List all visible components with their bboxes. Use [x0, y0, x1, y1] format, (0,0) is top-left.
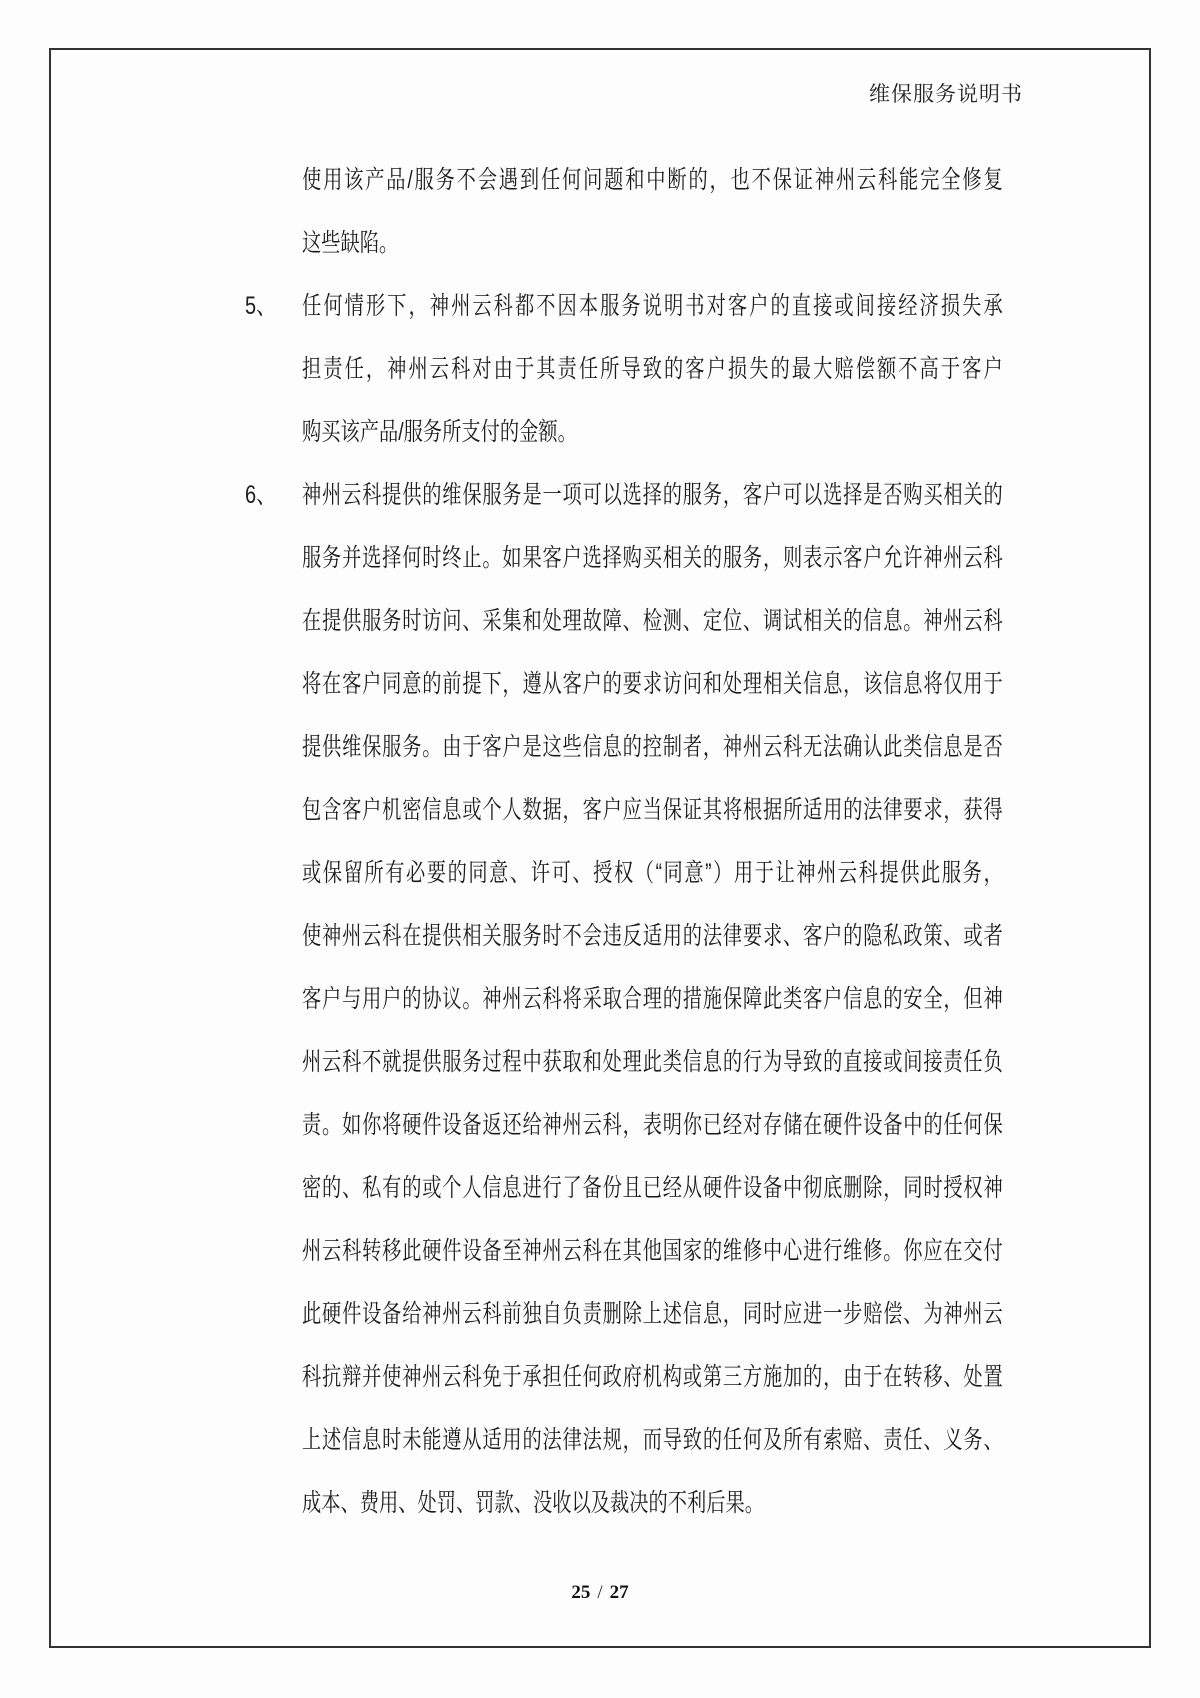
text-line: 成本、费用、处罚、罚款、没收以及裁决的不利后果。: [302, 1489, 765, 1517]
page-number-current: 25: [571, 1582, 591, 1603]
page-footer: [0, 1581, 1200, 1605]
text-line: 密的、私有的或个人信息进行了备份且已经从硬件设备中彻底删除，同时授权神: [302, 1174, 1003, 1202]
text-line: 神州云科提供的维保服务是一项可以选择的服务，客户可以选择是否购买相关的: [302, 481, 1003, 509]
document-body: [245, 149, 1185, 1535]
text-line: 或保留所有必要的同意、许可、授权（“同意”）用于让神州云科提供此服务，: [302, 859, 1003, 887]
text-line: 使神州云科在提供相关服务时不会违反适用的法律要求、客户的隐私政策、或者: [302, 922, 1003, 950]
text-line: 购买该产品/服务所支付的金额。: [302, 418, 577, 446]
text-line: 任何情形下，神州云科都不因本服务说明书对客户的直接或间接经济损失承: [302, 292, 1003, 320]
page-header-title: 维保服务说明书: [869, 82, 1023, 106]
text-line: 使用该产品/服务不会遇到任何问题和中断的，也不保证神州云科能完全修复: [302, 166, 1003, 194]
text-line: 科抗辩并使神州云科免于承担任何政府机构或第三方施加的，由于在转移、处置: [302, 1363, 1003, 1391]
text-line: 担责任，神州云科对由于其责任所导致的客户损失的最大赔偿额不高于客户: [302, 355, 1003, 383]
text-line: 这些缺陷。: [302, 229, 399, 257]
list-item-6: [245, 464, 1185, 1535]
text-line: 客户与用户的协议。神州云科将采取合理的措施保障此类客户信息的安全，但神: [302, 985, 1003, 1013]
text-line: 服务并选择何时终止。如果客户选择购买相关的服务，则表示客户允许神州云科: [302, 544, 1003, 572]
text-line: 在提供服务时访问、采集和处理故障、检测、定位、调试相关的信息。神州云科: [302, 607, 1003, 635]
paragraph-item4-continuation: [245, 149, 1185, 275]
list-item-5: [245, 275, 1185, 464]
list-item-6-number: 6、: [245, 481, 277, 509]
text-line: 提供维保服务。由于客户是这些信息的控制者，神州云科无法确认此类信息是否: [302, 733, 1003, 761]
text-line: 上述信息时未能遵从适用的法律法规，而导致的任何及所有索赔、责任、义务、: [302, 1426, 1003, 1454]
page-number-total: 27: [609, 1582, 629, 1603]
list-item-6-lines: [245, 464, 1185, 1535]
text-line: 此硬件设备给神州云科前独自负责删除上述信息，同时应进一步赔偿、为神州云: [302, 1300, 1003, 1328]
text-line: 包含客户机密信息或个人数据，客户应当保证其将根据所适用的法律要求，获得: [302, 796, 1003, 824]
list-item-5-number: 5、: [245, 292, 277, 320]
text-line: 州云科不就提供服务过程中获取和处理此类信息的行为导致的直接或间接责任负: [302, 1048, 1003, 1076]
text-line: 责。如你将硬件设备返还给神州云科，表明你已经对存储在硬件设备中的任何保: [302, 1111, 1003, 1139]
text-line: 将在客户同意的前提下，遵从客户的要求访问和处理相关信息，该信息将仅用于: [302, 670, 1003, 698]
page-number-separator: /: [597, 1582, 603, 1603]
text-line: 州云科转移此硬件设备至神州云科在其他国家的维修中心进行维修。你应在交付: [302, 1237, 1003, 1265]
list-item-5-lines: [245, 275, 1185, 464]
